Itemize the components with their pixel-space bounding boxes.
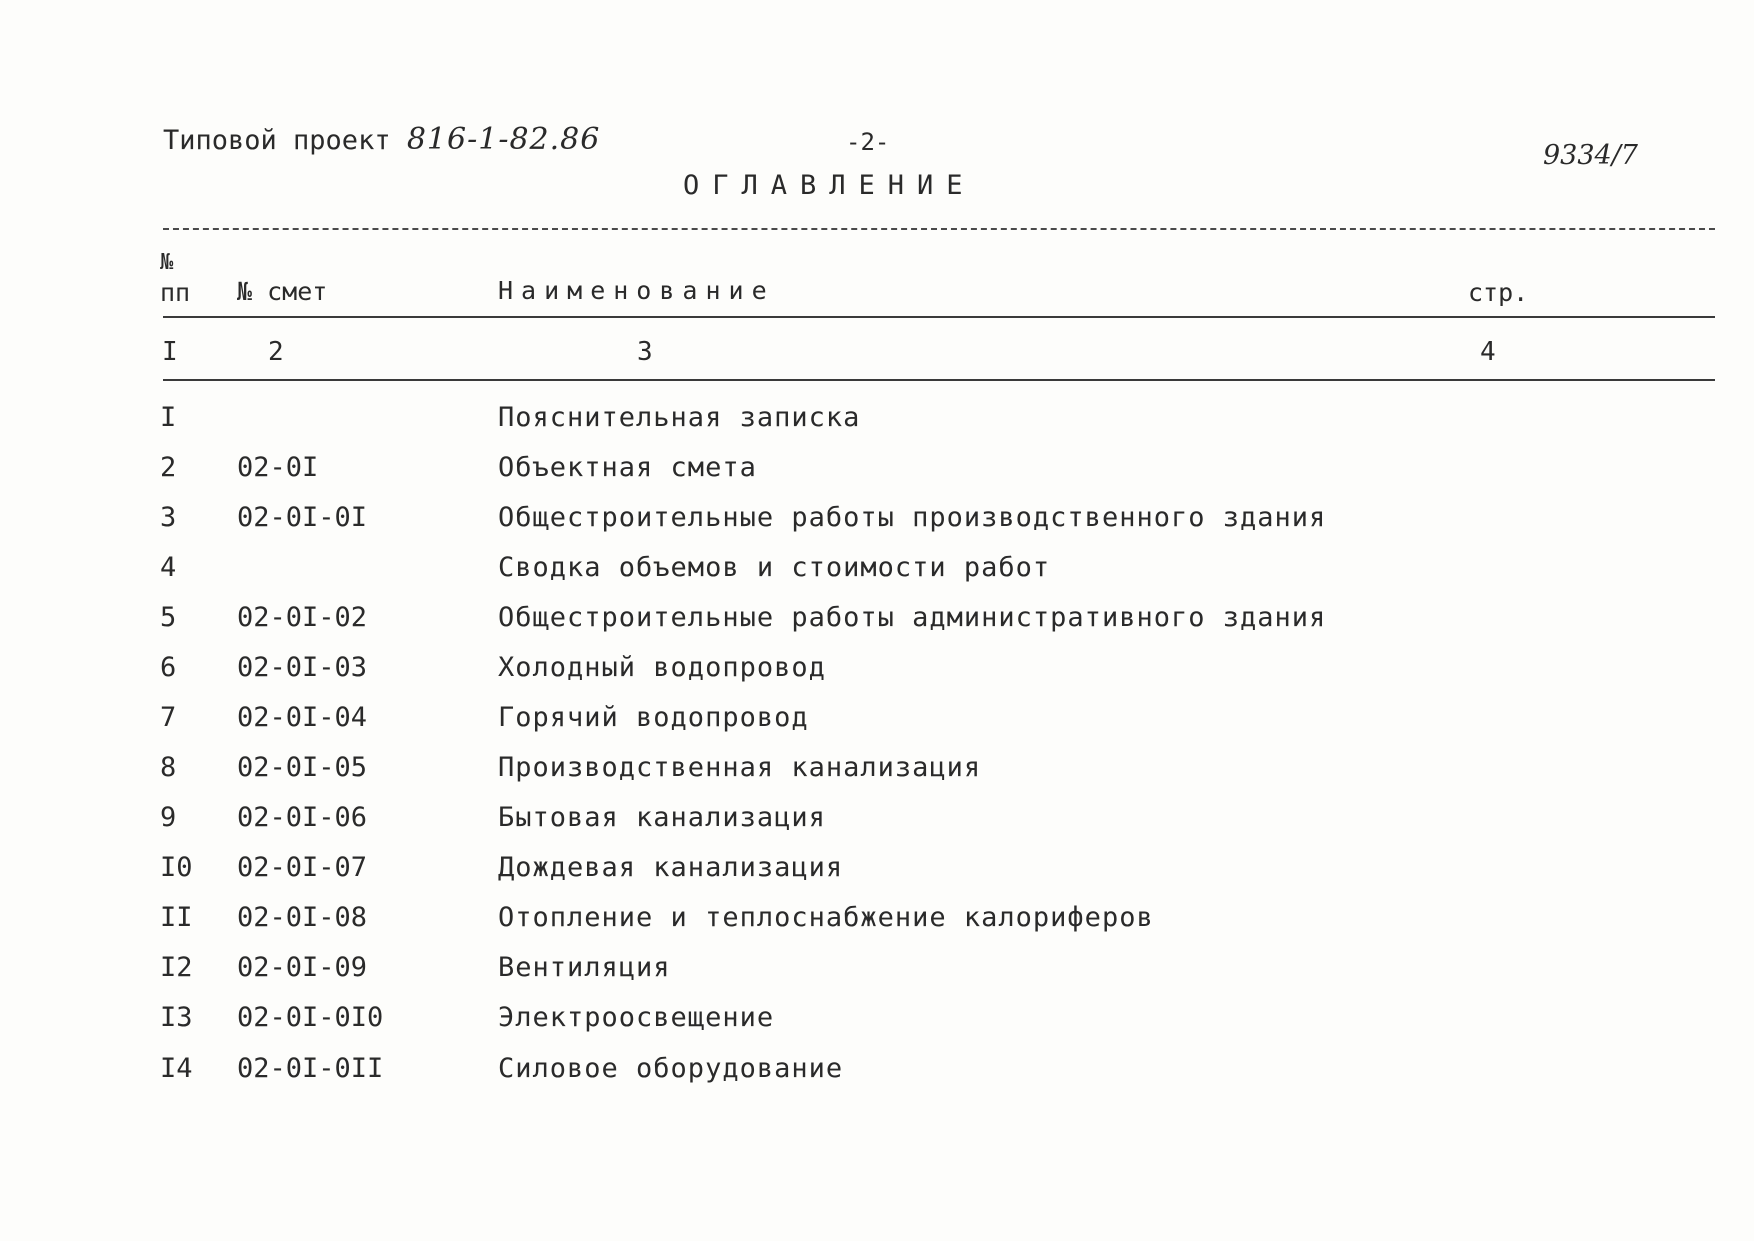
row-name: Вентиляция bbox=[498, 952, 671, 983]
row-number: 8 bbox=[160, 752, 177, 783]
column-number-3: 3 bbox=[637, 337, 653, 367]
document-label bbox=[163, 122, 600, 157]
row-code: 02-0I-07 bbox=[237, 852, 368, 883]
table-row bbox=[0, 752, 1754, 792]
doc-type-label: Типовой проект bbox=[163, 125, 391, 156]
row-code: 02-0I-03 bbox=[237, 652, 368, 683]
row-name: Общестроительные работы производственного здания bbox=[498, 502, 1327, 533]
row-name: Производственная канализация bbox=[498, 752, 982, 783]
table-row bbox=[0, 652, 1754, 692]
row-number: I bbox=[160, 402, 177, 433]
row-code: 02-0I-0I0 bbox=[237, 1002, 384, 1033]
header-name: Наименование bbox=[498, 276, 775, 305]
sheet-code: 9334/7 bbox=[1543, 140, 1638, 171]
row-name: Отопление и теплоснабжение калориферов bbox=[498, 902, 1154, 933]
column-number-1: I bbox=[162, 337, 178, 367]
row-number: 7 bbox=[160, 702, 177, 733]
row-name: Пояснительная записка bbox=[498, 402, 861, 433]
table-row bbox=[0, 452, 1754, 492]
row-number: 2 bbox=[160, 452, 177, 483]
row-number: I4 bbox=[160, 1053, 193, 1084]
column-number-divider bbox=[163, 379, 1715, 381]
row-number: I3 bbox=[160, 1002, 193, 1033]
row-name: Горячий водопровод bbox=[498, 702, 809, 733]
row-name: Электроосвещение bbox=[498, 1002, 775, 1033]
table-row bbox=[0, 402, 1754, 442]
row-name: Холодный водопровод bbox=[498, 652, 826, 683]
row-number: I2 bbox=[160, 952, 193, 983]
row-number: 9 bbox=[160, 802, 177, 833]
table-row bbox=[0, 802, 1754, 842]
row-name: Дождевая канализация bbox=[498, 852, 844, 883]
row-number: 5 bbox=[160, 602, 177, 633]
row-code: 02-0I-05 bbox=[237, 752, 368, 783]
table-row bbox=[0, 702, 1754, 742]
row-name: Силовое оборудование bbox=[498, 1053, 844, 1084]
top-divider bbox=[163, 228, 1715, 230]
row-name: Сводка объемов и стоимости работ bbox=[498, 552, 1051, 583]
page-title: ОГЛАВЛЕНИЕ bbox=[683, 170, 976, 201]
header-page: стр. bbox=[1468, 278, 1529, 307]
table-row bbox=[0, 502, 1754, 542]
table-row bbox=[0, 602, 1754, 642]
row-number: 6 bbox=[160, 652, 177, 683]
page-number: -2- bbox=[846, 128, 890, 156]
table-row bbox=[0, 952, 1754, 992]
column-number-2: 2 bbox=[268, 337, 284, 367]
row-code: 02-0I-0II bbox=[237, 1053, 384, 1084]
table-row bbox=[0, 852, 1754, 892]
row-number: 4 bbox=[160, 552, 177, 583]
row-name: Бытовая канализация bbox=[498, 802, 826, 833]
table-row bbox=[0, 1053, 1754, 1093]
row-code: 02-0I-08 bbox=[237, 902, 368, 933]
header-num-sign: № bbox=[160, 250, 174, 275]
row-code: 02-0I bbox=[237, 452, 319, 483]
table-row bbox=[0, 1002, 1754, 1042]
row-name: Объектная смета bbox=[498, 452, 757, 483]
table-row bbox=[0, 902, 1754, 942]
row-code: 02-0I-0I bbox=[237, 502, 368, 533]
row-number: I0 bbox=[160, 852, 193, 883]
project-number: 816-1-82.86 bbox=[406, 122, 601, 157]
row-code: 02-0I-02 bbox=[237, 602, 368, 633]
row-code: 02-0I-04 bbox=[237, 702, 368, 733]
header-code: № смет bbox=[237, 277, 328, 306]
row-number: 3 bbox=[160, 502, 177, 533]
header-num-abbr: пп bbox=[160, 278, 191, 307]
header-divider bbox=[163, 316, 1715, 318]
row-code: 02-0I-06 bbox=[237, 802, 368, 833]
column-number-4: 4 bbox=[1480, 337, 1496, 367]
row-number: II bbox=[160, 902, 193, 933]
row-code: 02-0I-09 bbox=[237, 952, 368, 983]
row-name: Общестроительные работы административного здания bbox=[498, 602, 1327, 633]
table-row bbox=[0, 552, 1754, 592]
